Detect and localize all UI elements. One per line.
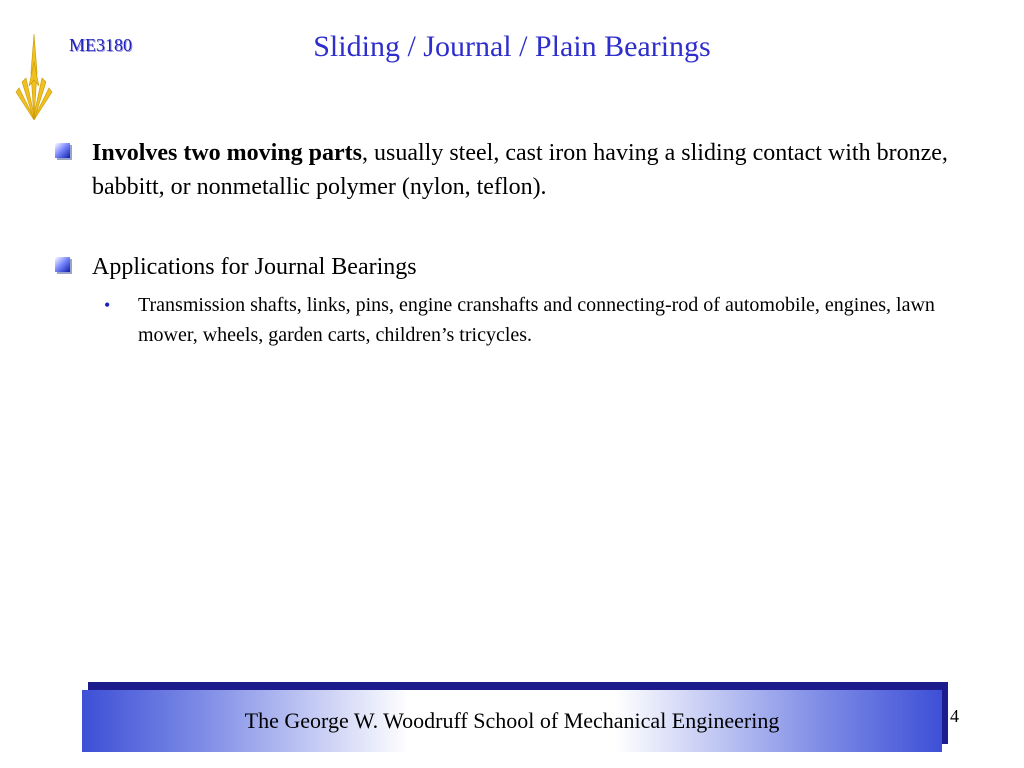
square-bullet-icon — [55, 257, 70, 272]
square-bullet-icon — [55, 143, 70, 158]
bullet-text: Applications for Journal Bearings — [92, 254, 417, 280]
round-bullet-icon: • — [104, 295, 111, 315]
slide-title: Sliding / Journal / Plain Bearings — [313, 30, 711, 63]
bullet-text: , usually steel, cast iron having a sliding contact with bronze, babbitt, or nonmetallic polymer (nylon, teflon). — [92, 140, 948, 200]
sub-bullet-item — [92, 290, 952, 350]
page-number: 4 — [950, 706, 959, 726]
bullet-list — [52, 136, 952, 350]
bullet-bold-lead: Involves two moving parts — [92, 140, 363, 166]
course-code: ME3180 — [69, 35, 132, 55]
bullet-item — [52, 250, 952, 350]
sub-bullet-list — [92, 290, 952, 350]
footer-text: The George W. Woodruff School of Mechanical Engineering — [244, 708, 780, 733]
bullet-item — [52, 136, 952, 204]
sub-bullet-text: Transmission shafts, links, pins, engine cranshafts and connecting-rod of automobile, engines, lawn mower, wheels, garden carts, children’s tricycles. — [138, 294, 935, 346]
footer-banner — [82, 682, 948, 752]
